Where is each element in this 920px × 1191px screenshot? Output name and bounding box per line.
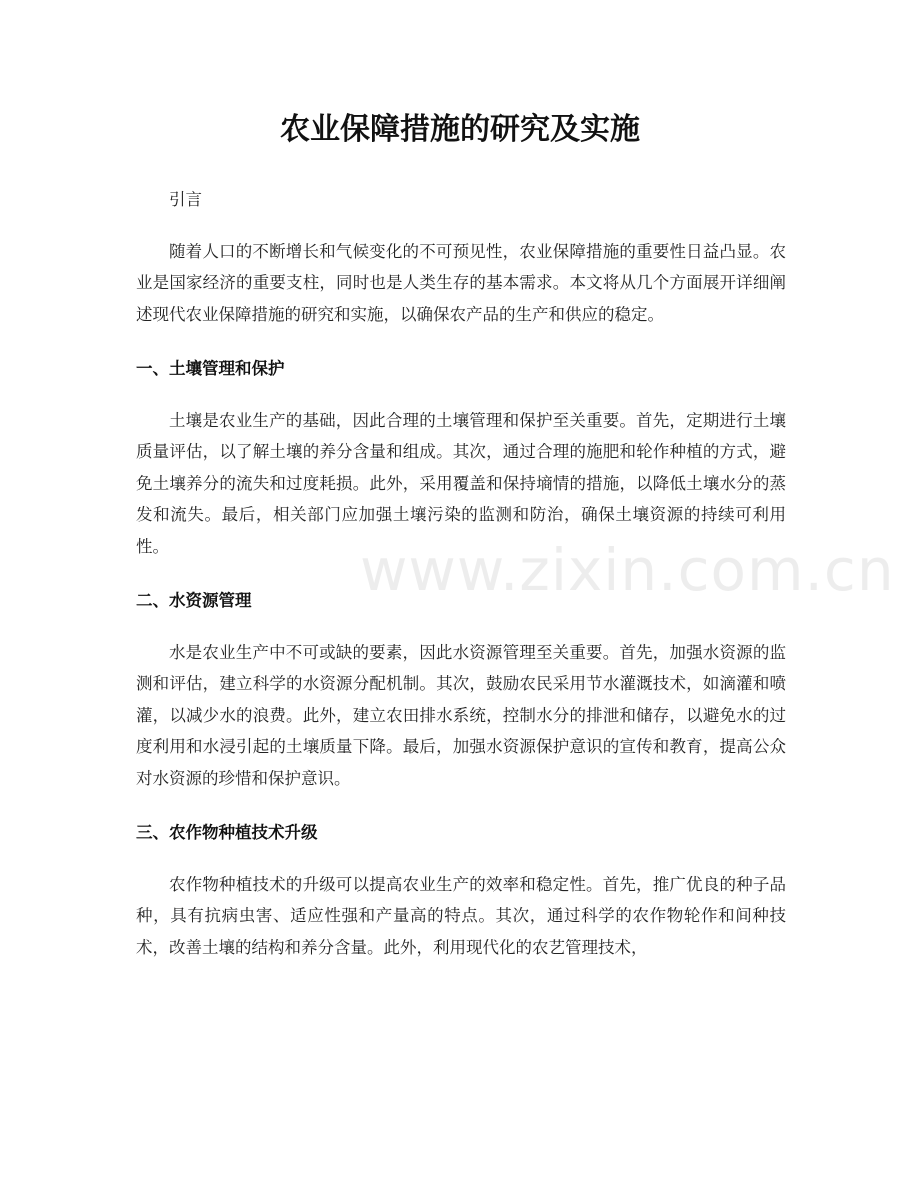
section-paragraph-crop: 农作物种植技术的升级可以提高农业生产的效率和稳定性。首先，推广优良的种子品种，具有抗病虫害、适应性强和产量高的特点。其次，通过科学的农作物轮作和间种技术，改善土壤的结构和养分含量。此外，利用现代化的农艺管理技术，: [136, 874, 786, 957]
intro-paragraph: 随着人口的不断增长和气候变化的不可预见性，农业保障措施的重要性日益凸显。农业是国家经济的重要支柱，同时也是人类生存的基本需求。本文将从几个方面展开详细阐述现代农业保障措施的研究和实施，以确保农产品的生产和供应的稳定。: [136, 241, 786, 324]
intro-label: 引言: [169, 190, 202, 209]
document-body: [136, 184, 786, 963]
section-paragraph-water: 水是农业生产中不可或缺的要素，因此水资源管理至关重要。首先，加强水资源的监测和评估，建立科学的水资源分配机制。其次，鼓励农民采用节水灌溉技术，如滴灌和喷灌，以减少水的浪费。此外，建立农田排水系统，控制水分的排泄和储存，以避免水的过度利用和水浸引起的土壤质量下降。最后，加强水资源保护意识的宣传和教育，提高公众对水资源的珍惜和保护意识。: [136, 642, 786, 788]
section-paragraph-soil: 土壤是农业生产的基础，因此合理的土壤管理和保护至关重要。首先，定期进行土壤质量评估，以了解土壤的养分含量和组成。其次，通过合理的施肥和轮作种植的方式，避免土壤养分的流失和过度耗损。此外，采用覆盖和保持墒情的措施，以降低土壤水分的蒸发和流失。最后，相关部门应加强土壤污染的监测和防治，确保土壤资源的持续可利用性。: [136, 410, 786, 556]
document-title: 农业保障措施的研究及实施: [280, 112, 640, 147]
section-heading-crop: 三、农作物种植技术升级: [136, 823, 318, 842]
section-heading-water: 二、水资源管理: [136, 591, 252, 610]
watermark: www.zixin.com.cn: [360, 536, 895, 604]
section-heading-soil: 一、土壤管理和保护: [136, 359, 285, 378]
